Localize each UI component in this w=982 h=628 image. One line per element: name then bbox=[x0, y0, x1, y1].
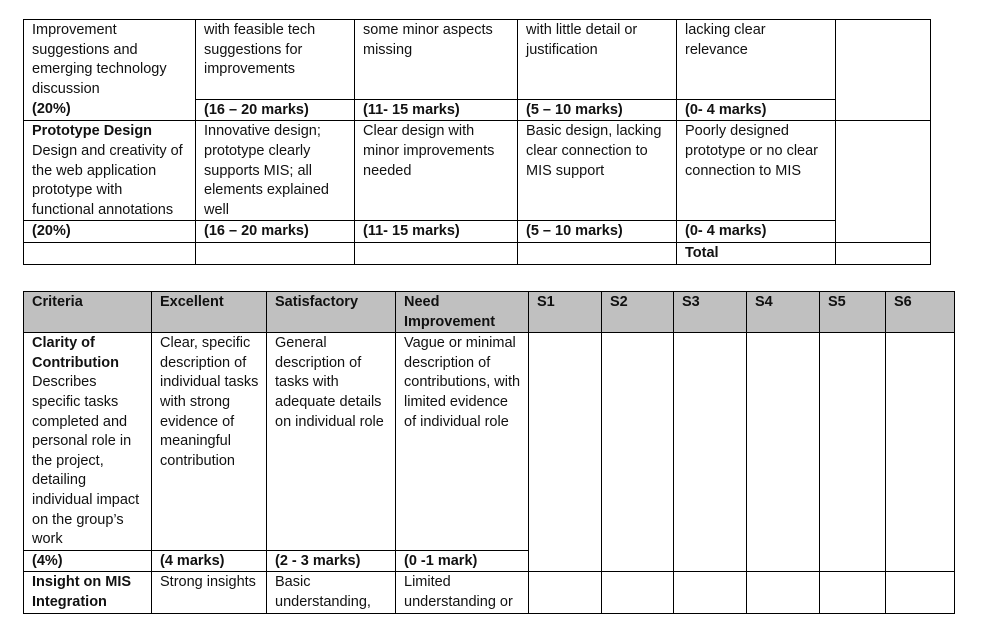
header-satisfactory: Satisfactory bbox=[267, 292, 396, 333]
score-cell-s6 bbox=[886, 333, 955, 572]
empty-cell bbox=[24, 243, 196, 265]
score-cell bbox=[836, 20, 931, 121]
table-row bbox=[24, 333, 955, 551]
table-row bbox=[24, 20, 931, 100]
header-s6: S6 bbox=[886, 292, 955, 333]
rubric-table-lower bbox=[23, 291, 955, 614]
excellent-marks: (16 – 20 marks) bbox=[196, 221, 355, 243]
empty-cell bbox=[196, 243, 355, 265]
need-improvement-marks: (0 -1 mark) bbox=[396, 550, 529, 572]
criteria-cell bbox=[24, 333, 152, 551]
score-cell-s5 bbox=[820, 333, 886, 572]
header-s2: S2 bbox=[602, 292, 674, 333]
criteria-description: Design and creativity of the web application prototype with functional annotations bbox=[32, 143, 183, 218]
need-improvement-cell: Limited understanding or bbox=[396, 572, 529, 613]
total-score-cell bbox=[836, 243, 931, 265]
satisfactory-marks: (2 - 3 marks) bbox=[267, 550, 396, 572]
satisfactory-cell: Basic understanding, bbox=[267, 572, 396, 613]
satisfactory-cell: Clear design with minor improvements needed bbox=[355, 121, 518, 221]
score-cell-s1 bbox=[529, 333, 602, 572]
excellent-cell: with feasible tech suggestions for improvements bbox=[196, 20, 355, 100]
criteria-title: Prototype Design bbox=[32, 123, 153, 140]
table-row-marks bbox=[24, 221, 931, 243]
excellent-marks: (16 – 20 marks) bbox=[196, 99, 355, 121]
header-s5: S5 bbox=[820, 292, 886, 333]
poor-cell: Poorly designed prototype or no clear connection to MIS bbox=[677, 121, 836, 221]
criteria-description: Describes specific tasks completed and personal role in the project, detailing individual impact on the group’s work bbox=[32, 374, 140, 548]
table-row bbox=[24, 572, 955, 613]
criteria-weight: (20%) bbox=[24, 221, 196, 243]
header-s3: S3 bbox=[674, 292, 747, 333]
need-improvement-cell: Basic design, lacking clear connection to MIS support bbox=[518, 121, 677, 221]
total-label: Total bbox=[677, 243, 836, 265]
excellent-cell: Strong insights bbox=[152, 572, 267, 613]
criteria-weight: (4%) bbox=[24, 550, 152, 572]
score-cell-s3 bbox=[674, 572, 747, 613]
poor-marks: (0- 4 marks) bbox=[677, 99, 836, 121]
header-s1: S1 bbox=[529, 292, 602, 333]
score-cell-s6 bbox=[886, 572, 955, 613]
empty-cell bbox=[355, 243, 518, 265]
header-s4: S4 bbox=[747, 292, 820, 333]
header-criteria: Criteria bbox=[24, 292, 152, 333]
empty-cell bbox=[518, 243, 677, 265]
total-row bbox=[24, 243, 931, 265]
criteria-title: Clarity of Contribution bbox=[32, 335, 119, 371]
score-cell-s3 bbox=[674, 333, 747, 572]
poor-cell: lacking clear relevance bbox=[677, 20, 836, 100]
need-improvement-marks: (5 – 10 marks) bbox=[518, 99, 677, 121]
table-row bbox=[24, 121, 931, 221]
score-cell bbox=[836, 121, 931, 243]
satisfactory-marks: (11- 15 marks) bbox=[355, 99, 518, 121]
score-cell-s2 bbox=[602, 333, 674, 572]
satisfactory-cell: General description of tasks with adequate details on individual role bbox=[267, 333, 396, 551]
score-cell-s1 bbox=[529, 572, 602, 613]
criteria-cell: Improvement suggestions and emerging technology discussion bbox=[24, 20, 196, 100]
need-improvement-cell: with little detail or justification bbox=[518, 20, 677, 100]
satisfactory-cell: some minor aspects missing bbox=[355, 20, 518, 100]
excellent-cell: Clear, specific description of individual tasks with strong evidence of meaningful contribution bbox=[152, 333, 267, 551]
header-need-improvement: Need Improvement bbox=[396, 292, 529, 333]
rubric-table-upper bbox=[23, 19, 931, 265]
criteria-title: Insight on MIS Integration bbox=[24, 572, 152, 613]
header-excellent: Excellent bbox=[152, 292, 267, 333]
need-improvement-cell: Vague or minimal description of contributions, with limited evidence of individual role bbox=[396, 333, 529, 551]
criteria-weight: (20%) bbox=[24, 99, 196, 121]
satisfactory-marks: (11- 15 marks) bbox=[355, 221, 518, 243]
header-row bbox=[24, 292, 955, 333]
score-cell-s4 bbox=[747, 333, 820, 572]
score-cell-s2 bbox=[602, 572, 674, 613]
poor-marks: (0- 4 marks) bbox=[677, 221, 836, 243]
criteria-cell bbox=[24, 121, 196, 221]
excellent-marks: (4 marks) bbox=[152, 550, 267, 572]
score-cell-s4 bbox=[747, 572, 820, 613]
excellent-cell: Innovative design; prototype clearly supports MIS; all elements explained well bbox=[196, 121, 355, 221]
table-row-marks bbox=[24, 99, 931, 121]
need-improvement-marks: (5 – 10 marks) bbox=[518, 221, 677, 243]
score-cell-s5 bbox=[820, 572, 886, 613]
